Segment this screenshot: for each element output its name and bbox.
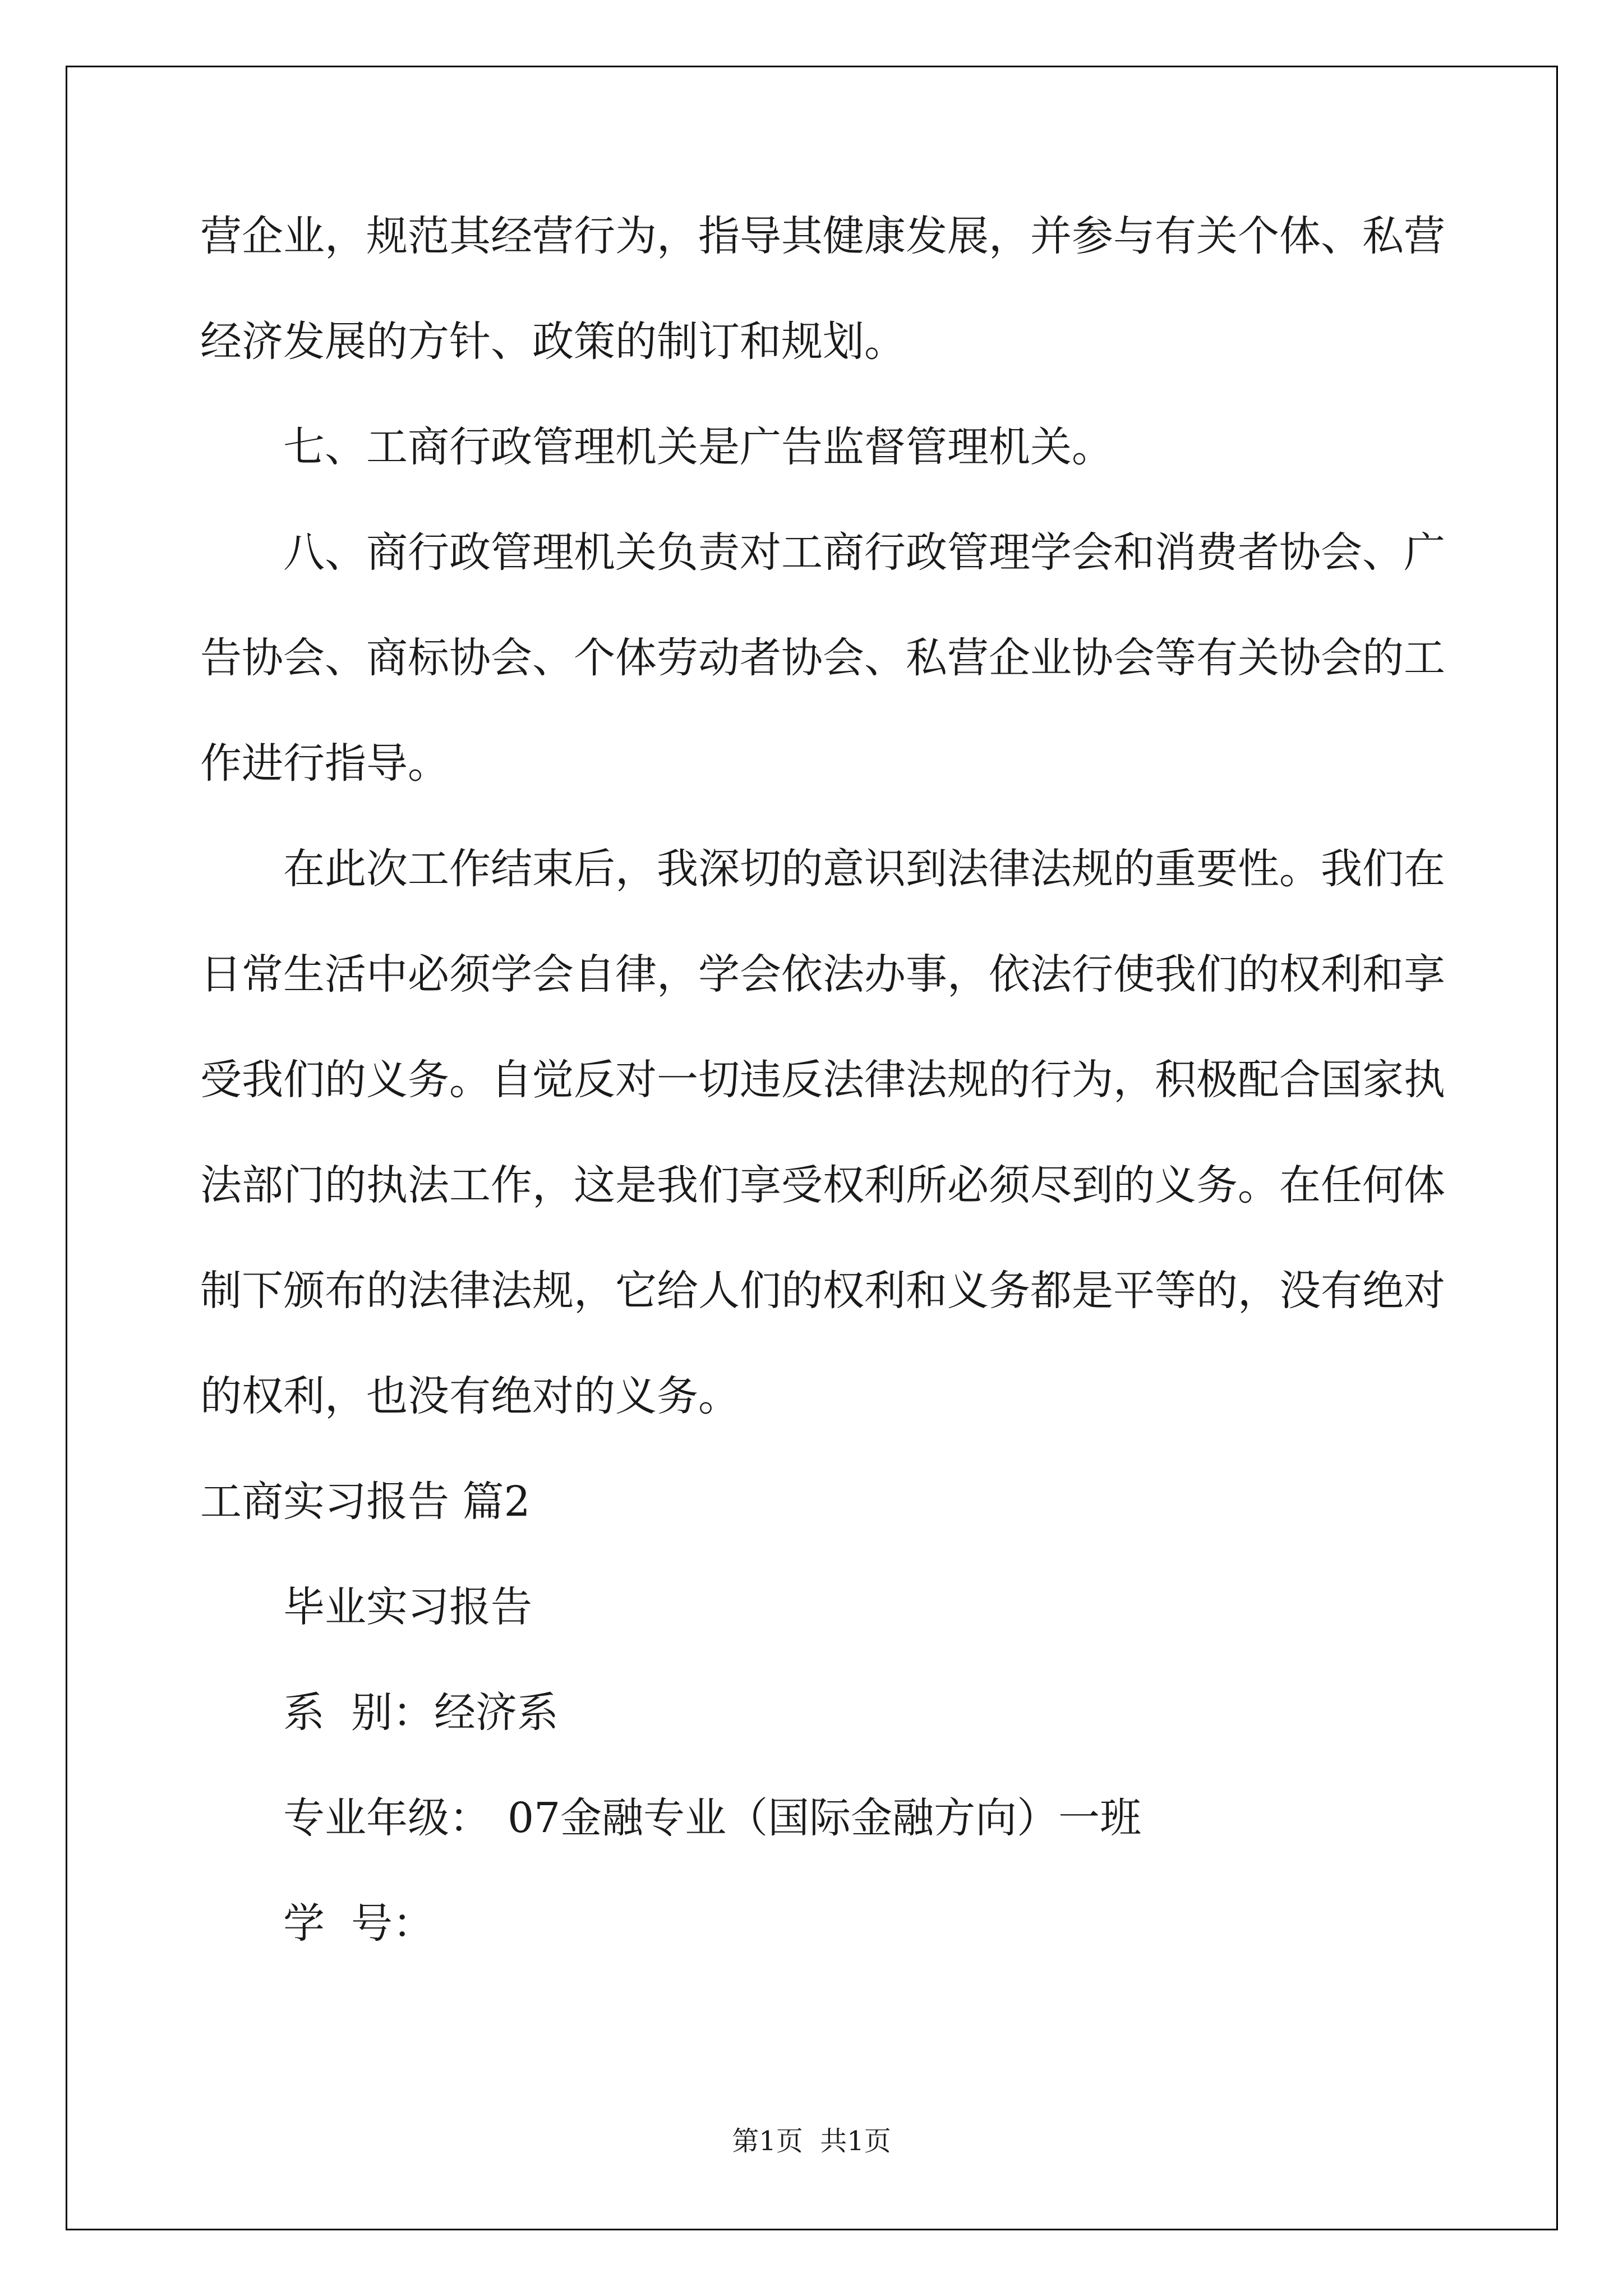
major-field [200,1792,1428,1845]
student-id-label: 学 号： [283,1899,435,1948]
department-label: 系 别： [283,1688,435,1737]
paragraph-line: 七、工商行政管理机关是广告监督管理机关。 [283,423,1113,471]
department-value: 经济系 [434,1688,559,1737]
major-value: 07金融专业（国际金融方向）一班 [508,1794,1142,1842]
major-label: 专业年级： [283,1794,491,1842]
page-footer: 第1页 共1页 [732,2125,891,2157]
paragraph-line: 在此次工作结束后，我深切的意识到法律法规的重要性。我们在 [283,845,1445,893]
document-body [200,210,1445,1950]
paragraph-line: 日常生活中必须学会自律，学会依法办事，依法行使我们的权利和享 [200,950,1445,999]
paragraph-line: 经济发展的方针、政策的制订和规划。 [200,318,906,366]
student-id-field [200,1897,1428,1950]
paragraph-line: 作进行指导。 [200,739,449,788]
paragraph-line: 营企业，规范其经营行为，指导其健康发展，并参与有关个体、私营 [200,212,1445,260]
section-heading: 工商实习报告 篇2 [200,1478,531,1526]
paragraph-line: 的权利，也没有绝对的义务。 [200,1372,740,1420]
paragraph-line: 法部门的执法工作，这是我们享受权利所必须尽到的义务。在任何体 [200,1161,1445,1209]
department-field [200,1686,1428,1740]
paragraph-line: 制下颁布的法律法规，它给人们的权利和义务都是平等的，没有绝对 [200,1267,1445,1315]
report-title: 毕业实习报告 [283,1583,532,1631]
paragraph-line: 告协会、商标协会、个体劳动者协会、私营企业协会等有关协会的工 [200,634,1445,682]
paragraph-line: 受我们的义务。自觉反对一切违反法律法规的行为，积极配合国家执 [200,1056,1445,1104]
paragraph-line: 八、商行政管理机关负责对工商行政管理学会和消费者协会、广 [283,528,1445,577]
